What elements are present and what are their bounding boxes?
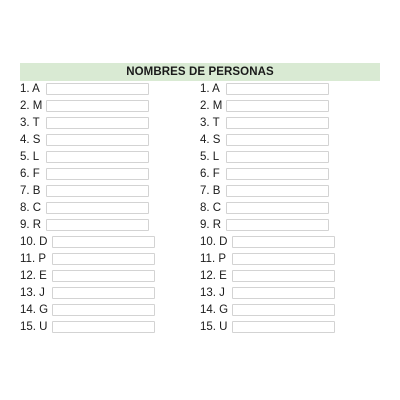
worksheet-row (200, 149, 380, 166)
answer-input-box[interactable] (52, 287, 155, 299)
answer-input-box[interactable] (46, 117, 149, 129)
worksheet (20, 63, 380, 336)
worksheet-row (200, 217, 380, 234)
row-label: 4. S (20, 134, 41, 146)
row-label: 10. D (200, 236, 228, 248)
answer-input-box[interactable] (46, 185, 149, 197)
worksheet-row (200, 319, 380, 336)
answer-input-box[interactable] (46, 100, 149, 112)
worksheet-row (20, 268, 200, 285)
worksheet-row (20, 251, 200, 268)
worksheet-row (200, 200, 380, 217)
worksheet-row (20, 234, 200, 251)
worksheet-row (200, 132, 380, 149)
worksheet-row (20, 115, 200, 132)
row-label: 12. E (200, 270, 227, 282)
column-right (200, 81, 380, 336)
row-label: 13. J (200, 287, 225, 299)
answer-input-box[interactable] (52, 270, 155, 282)
answer-input-box[interactable] (52, 253, 155, 265)
row-label: 3. T (200, 117, 220, 129)
row-label: 2. M (20, 100, 43, 112)
answer-input-box[interactable] (232, 287, 335, 299)
answer-input-box[interactable] (232, 304, 335, 316)
worksheet-row (200, 302, 380, 319)
row-label: 2. M (200, 100, 223, 112)
row-label: 5. L (200, 151, 220, 163)
answer-input-box[interactable] (226, 134, 329, 146)
row-label: 3. T (20, 117, 40, 129)
answer-input-box[interactable] (46, 83, 149, 95)
worksheet-row (20, 319, 200, 336)
worksheet-row (200, 98, 380, 115)
answer-input-box[interactable] (46, 219, 149, 231)
row-label: 5. L (20, 151, 40, 163)
row-label: 8. C (20, 202, 42, 214)
answer-input-box[interactable] (232, 321, 335, 333)
answer-input-box[interactable] (226, 219, 329, 231)
worksheet-row (20, 200, 200, 217)
column-left (20, 81, 200, 336)
answer-input-box[interactable] (226, 151, 329, 163)
answer-input-box[interactable] (226, 117, 329, 129)
row-label: 7. B (20, 185, 41, 197)
row-label: 12. E (20, 270, 47, 282)
worksheet-row (20, 302, 200, 319)
answer-input-box[interactable] (226, 83, 329, 95)
row-label: 11. P (20, 253, 46, 265)
row-label: 10. D (20, 236, 48, 248)
answer-input-box[interactable] (52, 236, 155, 248)
row-label: 1. A (200, 83, 220, 95)
answer-input-box[interactable] (232, 236, 335, 248)
answer-input-box[interactable] (46, 168, 149, 180)
worksheet-row (200, 115, 380, 132)
row-label: 6. F (200, 168, 220, 180)
row-label: 6. F (20, 168, 40, 180)
worksheet-row (200, 285, 380, 302)
answer-input-box[interactable] (52, 304, 155, 316)
row-label: 14. G (200, 304, 229, 316)
worksheet-row (200, 234, 380, 251)
answer-input-box[interactable] (46, 202, 149, 214)
worksheet-row (20, 285, 200, 302)
worksheet-row (20, 81, 200, 98)
worksheet-title: NOMBRES DE PERSONAS (20, 63, 380, 81)
row-label: 9. R (200, 219, 222, 231)
worksheet-row (200, 81, 380, 98)
row-label: 13. J (20, 287, 45, 299)
row-label: 9. R (20, 219, 42, 231)
row-label: 8. C (200, 202, 222, 214)
worksheet-columns (20, 81, 380, 336)
answer-input-box[interactable] (232, 253, 335, 265)
worksheet-row (200, 183, 380, 200)
row-label: 4. S (200, 134, 221, 146)
answer-input-box[interactable] (52, 321, 155, 333)
worksheet-row (200, 166, 380, 183)
worksheet-row (20, 183, 200, 200)
answer-input-box[interactable] (226, 100, 329, 112)
answer-input-box[interactable] (226, 185, 329, 197)
row-label: 15. U (200, 321, 228, 333)
answer-input-box[interactable] (46, 134, 149, 146)
worksheet-row (20, 149, 200, 166)
worksheet-row (20, 166, 200, 183)
worksheet-row (200, 268, 380, 285)
row-label: 1. A (20, 83, 40, 95)
row-label: 14. G (20, 304, 49, 316)
answer-input-box[interactable] (226, 168, 329, 180)
worksheet-row (20, 217, 200, 234)
row-label: 7. B (200, 185, 221, 197)
answer-input-box[interactable] (46, 151, 149, 163)
row-label: 15. U (20, 321, 48, 333)
row-label: 11. P (200, 253, 226, 265)
answer-input-box[interactable] (226, 202, 329, 214)
answer-input-box[interactable] (232, 270, 335, 282)
worksheet-row (20, 98, 200, 115)
worksheet-row (20, 132, 200, 149)
worksheet-row (200, 251, 380, 268)
